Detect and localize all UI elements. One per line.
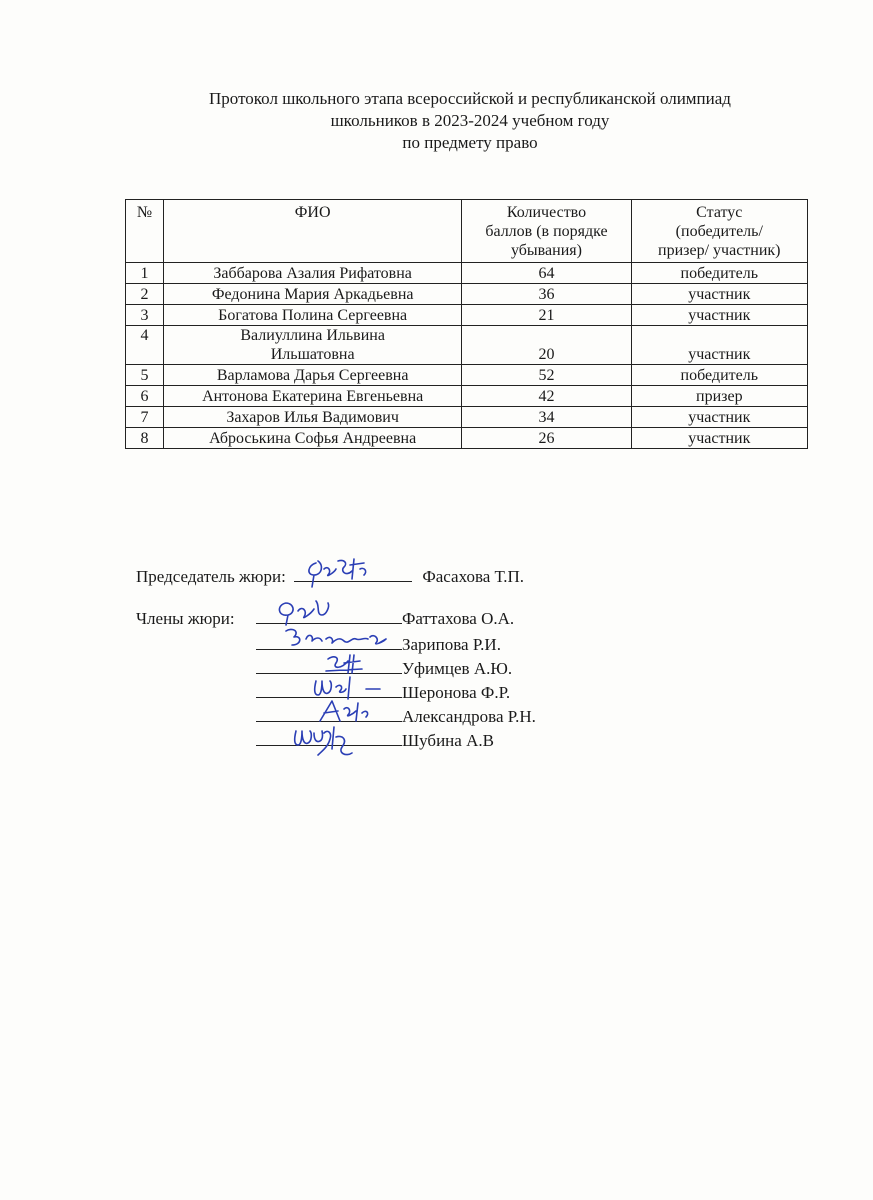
- cell-name: Заббарова Азалия Рифатовна: [163, 263, 461, 284]
- table-row: [126, 263, 808, 284]
- jury-chair: [136, 563, 524, 587]
- member-name: Шубина А.В: [402, 731, 494, 750]
- document-title: [100, 88, 840, 154]
- cell-name: [163, 326, 461, 365]
- cell-num: 3: [126, 305, 164, 326]
- cell-status: победитель: [631, 365, 807, 386]
- title-line-1: Протокол школьного этапа всероссийской и республиканской олимпиад: [209, 89, 731, 108]
- header-num: №: [126, 200, 164, 263]
- chair-label: Председатель жюри:: [136, 567, 286, 586]
- chair-name: Фасахова Т.П.: [422, 567, 524, 586]
- table-row: [126, 386, 808, 407]
- cell-name: Антонова Екатерина Евгеньевна: [163, 386, 461, 407]
- member-name: Шеронова Ф.Р.: [402, 683, 511, 702]
- members-label: Члены жюри:: [136, 609, 235, 628]
- header-status-line-3: призер/ участник): [658, 242, 781, 259]
- title-line-2: школьников в 2023-2024 учебном году: [330, 111, 610, 130]
- cell-name: Богатова Полина Сергеевна: [163, 305, 461, 326]
- jury-member-row: [256, 727, 494, 751]
- member-name: Зарипова Р.И.: [402, 635, 501, 654]
- cell-status: победитель: [631, 263, 807, 284]
- cell-score: 42: [462, 386, 631, 407]
- member-signature: [256, 717, 406, 767]
- cell-name: Захаров Илья Вадимович: [163, 407, 461, 428]
- header-status: [631, 200, 807, 263]
- table-row: [126, 305, 808, 326]
- cell-name: Варламова Дарья Сергеевна: [163, 365, 461, 386]
- header-name: ФИО: [163, 200, 461, 263]
- cell-score: 36: [462, 284, 631, 305]
- cell-num: 1: [126, 263, 164, 284]
- cell-num: 5: [126, 365, 164, 386]
- table-row: [126, 326, 808, 365]
- header-status-line-1: Статус: [696, 204, 743, 221]
- cell-score: 20: [462, 326, 631, 365]
- table-row: [126, 428, 808, 449]
- header-score-line-1: Количество: [506, 204, 587, 221]
- cell-num: 2: [126, 284, 164, 305]
- member-name: Фаттахова О.А.: [402, 609, 515, 628]
- cell-score: 21: [462, 305, 631, 326]
- table-header-row: [126, 200, 808, 263]
- cell-score: 52: [462, 365, 631, 386]
- cell-num: 7: [126, 407, 164, 428]
- cell-name: Федонина Мария Аркадьевна: [163, 284, 461, 305]
- cell-score: 64: [462, 263, 631, 284]
- cell-status: участник: [631, 407, 807, 428]
- member-name: Александрова Р.Н.: [402, 707, 536, 726]
- cell-status: участник: [631, 284, 807, 305]
- cell-status: участник: [631, 305, 807, 326]
- cell-status: участник: [631, 428, 807, 449]
- member-name: Уфимцев А.Ю.: [402, 659, 513, 678]
- cell-num: 8: [126, 428, 164, 449]
- title-line-3: по предмету право: [402, 133, 538, 152]
- header-status-line-2: (победитель/: [675, 223, 763, 240]
- results-table: [125, 199, 808, 449]
- header-score-line-2: баллов (в порядке: [485, 223, 608, 240]
- cell-name-line-1: Валиуллина Ильвина: [240, 327, 385, 344]
- header-score-line-3: убывания): [511, 242, 582, 259]
- member-signature-line: [256, 727, 402, 746]
- header-score: [462, 200, 631, 263]
- cell-score: 26: [462, 428, 631, 449]
- cell-status: призер: [631, 386, 807, 407]
- cell-name-line-2: Ильшатовна: [270, 346, 355, 363]
- cell-status: участник: [631, 326, 807, 365]
- chair-signature-line: [294, 563, 412, 582]
- table-row: [126, 407, 808, 428]
- cell-score: 34: [462, 407, 631, 428]
- cell-name: Аброськина Софья Андреевна: [163, 428, 461, 449]
- cell-num: 6: [126, 386, 164, 407]
- table-row: [126, 365, 808, 386]
- table-row: [126, 284, 808, 305]
- cell-num: 4: [126, 326, 164, 365]
- chair-signature: [294, 553, 414, 593]
